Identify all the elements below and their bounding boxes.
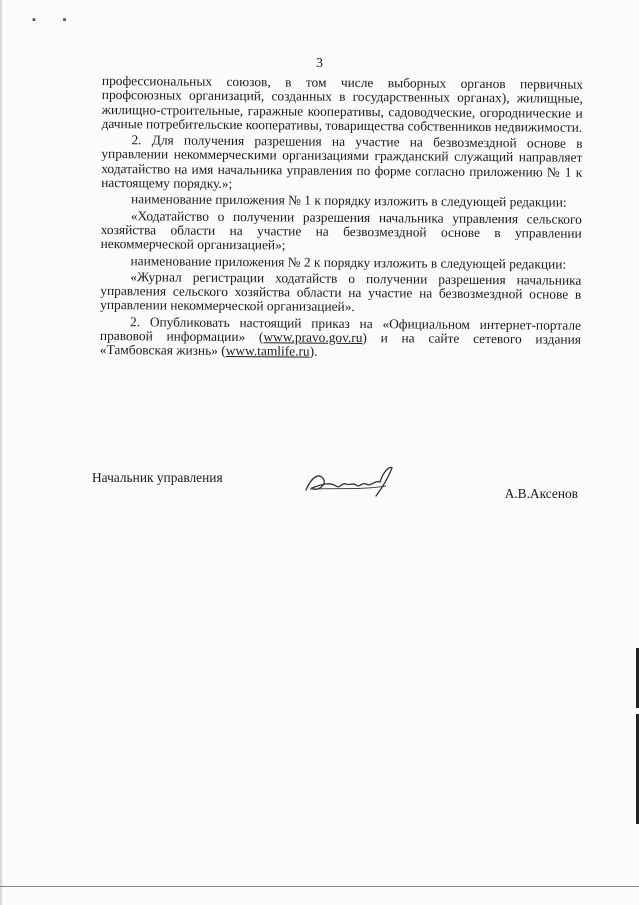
paragraph-clause-2: 2. Для получения разрешения на участие на безвозмездной основе в управлении некоммерческими организациями гражданский служащий направляет ходатайство на имя начальника управления по форме согласно приложению № 1 к настоящему порядку.»;	[101, 132, 583, 192]
paragraph-appendix-1-text: «Ходатайство о получении разрешения начальника управления сельского хозяйства области на участие на безвозмездной основе в управлении некоммерческой организацией»;	[100, 207, 582, 253]
handwritten-signature	[302, 462, 402, 502]
link-tamlife[interactable]: www.tamlife.ru	[225, 343, 310, 359]
signature-block	[92, 470, 584, 510]
link-pravo[interactable]: www.pravo.gov.ru	[263, 329, 363, 346]
publish-text-3: ).	[309, 343, 318, 360]
publish-text-2: ) и на сайте сетевого издания «Тамбовская жизнь» (	[99, 330, 581, 359]
signatory-name: А.В.Аксенов	[504, 486, 578, 501]
scan-left-edge	[0, 0, 2, 905]
page-number: 3	[316, 56, 323, 71]
document-body	[100, 74, 583, 363]
signatory-title: Начальник управления	[92, 470, 223, 485]
paragraph-publish	[100, 315, 581, 362]
scan-bottom-line	[0, 886, 639, 887]
paragraph-appendix-1-intro: наименование приложения № 1 к порядку изложить в следующей редакции:	[130, 191, 567, 211]
paragraph-appendix-2-text: «Журнал регистрации ходатайств о получении разрешения начальника управления сельского хозяйства области на участие на безвозмездной основе в управлении некоммерческой организацией».	[100, 269, 582, 315]
publish-text-1: 2. Опубликовать настоящий приказ на «Официальном интернет-портале правовой информации» (	[99, 313, 582, 345]
paragraph-appendix-2-intro: наименование приложения № 2 к порядку изложить в следующей редакции:	[130, 252, 567, 272]
paragraph-continuation: профессиональных союзов, в том числе выборных органов первичных профсоюзных организаций, созданных в государственных органах), жилищные, жилищно-строительные, гаражные кооперативы, садоводческие, огороднические и дачные потребительские кооперативы, товарищества собственников недвижимости.	[101, 73, 583, 135]
scan-top-marks: ▪ ▪	[32, 14, 79, 26]
